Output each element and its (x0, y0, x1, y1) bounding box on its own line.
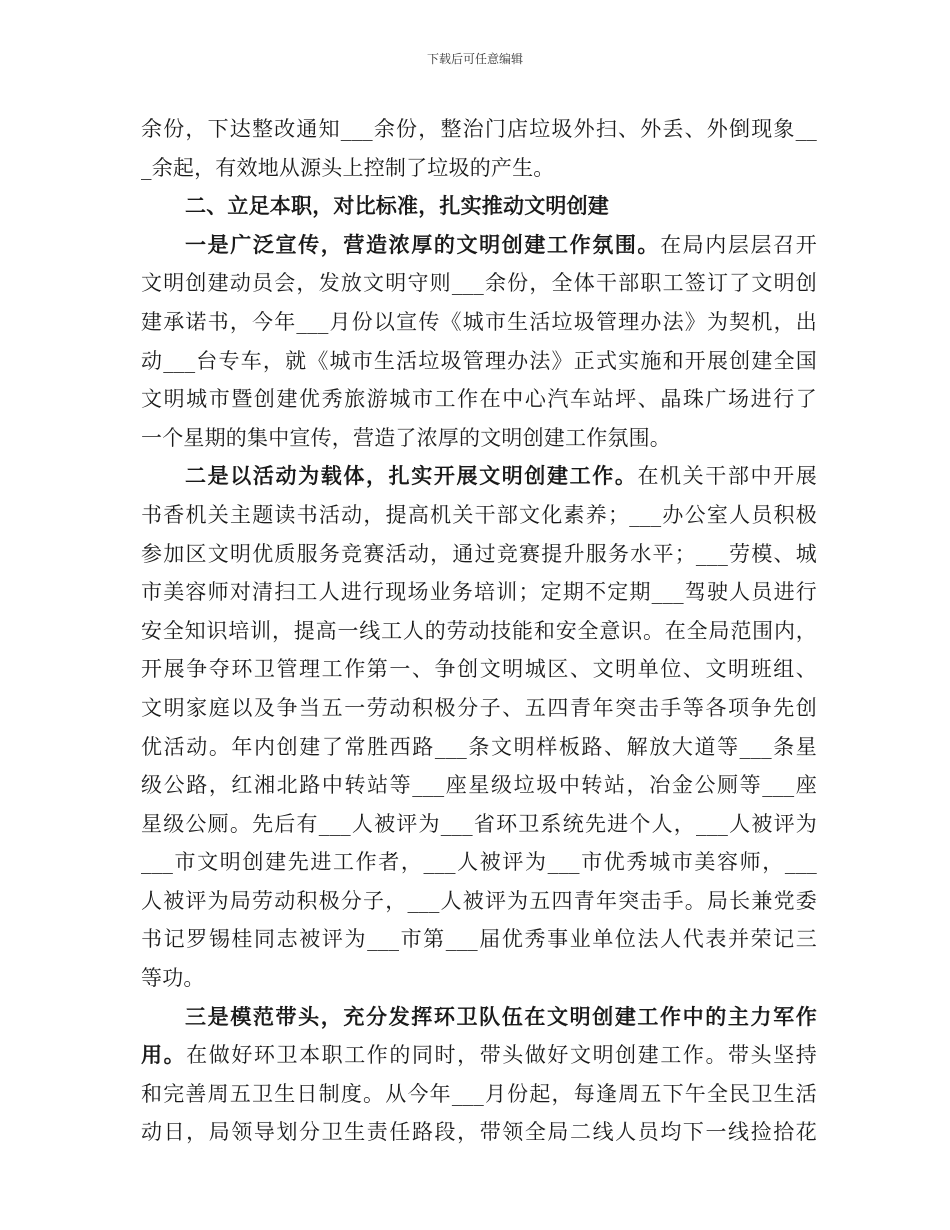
text-line: 文明创建动员会，发放文明守则___余份，全体干部职工签订了文明创 (141, 271, 817, 296)
text-line: 等功。 (141, 966, 205, 991)
text-line: 书记罗锡桂同志被评为___市第___届优秀事业单位法人代表并荣记三 (141, 927, 817, 952)
text-line: 安全知识培训，提高一线工人的劳动技能和安全意识。在全局范围内， (141, 618, 817, 643)
paragraph-lead-rest: 在机关干部中开展 (637, 464, 817, 489)
text-line: 动___台专车，就《城市生活垃圾管理办法》正式实施和开展创建全国 (141, 348, 817, 373)
document-body (141, 110, 817, 1152)
text-line: 文明家庭以及争当五一劳动积极分子、五四青年突击手等各项争先创 (141, 695, 817, 720)
text-line: 和完善周五卫生日制度。从今年___月份起，每逢周五下午全民卫生活 (141, 1081, 817, 1106)
text-line: 一个星期的集中宣传，营造了浓厚的文明创建工作氛围。 (141, 425, 671, 450)
paragraph-lead-bold: 用。 (141, 1042, 187, 1068)
paragraph-lead-line (141, 226, 817, 265)
text-line: 参加区文明优质服务竞赛活动，通过竞赛提升服务水平；___劳模、城 (141, 541, 817, 566)
text-line: ___市文明创建先进工作者，___人被评为___市优秀城市美容师，___ (141, 850, 817, 875)
text-line: 市美容师对清扫工人进行现场业务培训；定期不定期___驾驶人员进行 (141, 580, 817, 605)
text-line: 余份，下达整改通知___余份，整治门店垃圾外扫、外丢、外倒现象__ (141, 117, 817, 141)
text-line: 建承诺书，今年___月份以宣传《城市生活垃圾管理办法》为契机，出 (141, 309, 817, 334)
paragraph-lead-line (141, 1036, 817, 1075)
text-line: _余起，有效地从源头上控制了垃圾的产生。 (141, 155, 555, 180)
text-line: 星级公厕。先后有___人被评为___省环卫系统先进个人，___人被评为 (141, 811, 817, 836)
paragraph-lead-rest: 在做好环卫本职工作的同时，带头做好文明创建工作。带头坚持 (186, 1043, 817, 1068)
paragraph-lead-bold: 二是以活动为载体，扎实开展文明创建工作。 (185, 463, 638, 489)
text-line: 优活动。年内创建了常胜西路___条文明样板路、解放大道等___条星 (141, 734, 817, 759)
paragraph-lead-bold: 三是模范带头，充分发挥环卫队伍在文明创建工作中的主力军作 (185, 1003, 817, 1029)
paragraph-lead-line (141, 457, 817, 496)
text-line: 开展争夺环卫管理工作第一、争创文明城区、文明单位、文明班组、 (141, 657, 817, 682)
section-heading: 二、立足本职，对比标准，扎实推动文明创建 (185, 193, 609, 219)
paragraph-lead-line (141, 998, 817, 1037)
paragraph-lead-bold: 一是广泛宣传，营造浓厚的文明创建工作氛围。 (185, 231, 661, 257)
text-line: 动日，局领导划分卫生责任路段，带领全局二线人员均下一线捡拾花 (141, 1120, 817, 1145)
page-header-note: 下载后可任意编辑 (426, 52, 523, 66)
text-line: 书香机关主题读书活动，提高机关干部文化素养；___办公室人员积极 (141, 502, 817, 527)
text-line: 人被评为局劳动积极分子，___人被评为五四青年突击手。局长兼党委 (141, 888, 817, 913)
text-line: 文明城市暨创建优秀旅游城市工作在中心汽车站坪、晶珠广场进行了 (141, 387, 817, 412)
paragraph-lead-rest: 在局内层层召开 (660, 232, 817, 257)
text-line: 级公路，红湘北路中转站等___座星级垃圾中转站，冶金公厕等___座 (141, 773, 817, 798)
